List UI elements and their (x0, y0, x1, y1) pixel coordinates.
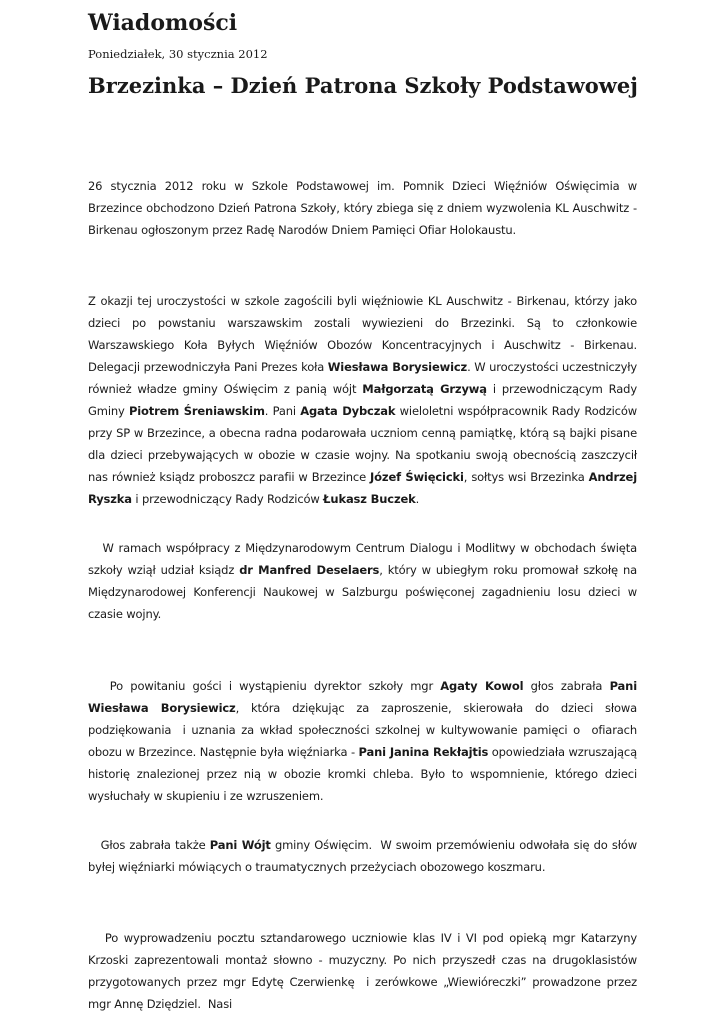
paragraph-text: , która dziękując za zaproszenie, skierowała do dzieci słowa podziękowania i uznania za wkład społeczności szkolnej w kultywowanie pamięci o ofiarach obozu w Brzezince. Następnie była więźniarka - (88, 701, 641, 759)
paragraph-text: 26 stycznia 2012 roku w Szkole Podstawowej im. Pomnik Dzieci Więźniów Oświęcimia w Brzezince obchodzono Dzień Patrona Szkoły, który zbiega się z dniem wyzwolenia KL Auschwitz - Birkenau ogłoszonym przez Radę Narodów Dniem Pamięci Ofiar Holokaustu. (88, 179, 637, 237)
paragraph-text: głos zabrała (523, 679, 610, 693)
article-date: Poniedziałek, 30 stycznia 2012 (88, 47, 268, 61)
paragraph-3 (88, 537, 641, 625)
person-name: Agata Dybczak (300, 404, 396, 418)
paragraph-text: W ramach współpracy z Międzynarodowym Centrum Dialogu i Modlitwy w obchodach święta szkoły wziął udział ksiądz (88, 541, 641, 577)
person-name: Pani Janina Rekłajtis (358, 745, 489, 759)
paragraph-5 (88, 834, 641, 878)
paragraph-text: Z okazji tej uroczystości w szkole zagościli byli więźniowie KL Auschwitz - Birkenau, którzy jako dzieci po powstaniu warszawskim zostali wywiezieni do Brzezinki. Są to członkowie Warszawskiego Koła Byłych Więźniów Obozów Koncentracyjnych i Auschwitz - Birkenau. Delegacji przewodniczyła Pani Prezes koła (88, 294, 637, 374)
person-name: Józef Święcicki (370, 470, 464, 484)
person-name: Małgorzatą Grzywą (362, 382, 487, 396)
paragraph-text: Po wyprowadzeniu pocztu sztandarowego uczniowie klas IV i VI pod opieką mgr Katarzyny Krzoski zaprezentowali montaż słowno - muzyczny. Po nich przyszedł czas na drugoklasistów przygotowanych przez mgr Edytę Czerwienkę i zerówkowe „Wiewióreczki” prowadzone przez mgr Annę Dziędziel. Nasi (88, 931, 641, 1011)
paragraph-1 (88, 175, 637, 241)
paragraph-text: Głos zabrała także (88, 838, 210, 852)
paragraph-4 (88, 675, 641, 807)
person-name: Andrzej Ryszka (88, 470, 637, 506)
paragraph-text: gminy Oświęcim. W swoim przemówieniu odwołała się do słów byłej więźniarki mówiących o traumatycznych przeżyciach obozowego koszmaru. (88, 838, 641, 874)
paragraph-text: opowiedziała wzruszającą historię znalezionej przez nią w obozie kromki chleba. Było to wspomnienie, którego dzieci wysłuchały w skupieniu i ze wzruszeniem. (88, 745, 641, 803)
person-name: Agaty Kowol (440, 679, 524, 693)
paragraph-2 (88, 290, 637, 510)
paragraph-text: i przewodniczący Rady Rodziców (131, 492, 324, 506)
person-name: Pani Wiesława Borysiewicz (88, 679, 641, 715)
article-title: Brzezinka – Dzień Patrona Szkoły Podstawowej (88, 73, 638, 98)
paragraph-text: Po powitaniu gości i wystąpieniu dyrektor szkoły mgr (88, 679, 441, 693)
paragraph-6 (88, 927, 641, 1015)
section-title: Wiadomości (88, 10, 238, 36)
paragraph-text: , sołtys wsi Brzezinka (463, 470, 589, 484)
person-name: Pani Wójt (209, 838, 271, 852)
paragraph-text: . W uroczystości uczestniczyły również władze gminy Oświęcim z panią wójt (88, 360, 638, 396)
person-name: Piotrem Śreniawskim (128, 404, 265, 418)
person-name: dr Manfred Deselaers (239, 563, 380, 577)
paragraph-text: . Pani (264, 404, 301, 418)
paragraph-text: wieloletni współpracownik Rady Rodziców przy SP w Brzezince, a obecna radna podarowała uczniom cenną pamiątkę, którą są bajki pisane dla dzieci przebywających w obozie w czasie wojny. Na spotkaniu swoją obecnością zaszczycił nas również ksiądz proboszcz parafii w Brzezince (88, 404, 637, 484)
paragraph-text: i przewodniczącym Rady Gminy (88, 382, 637, 418)
paragraph-text: , który w ubiegłym roku promował szkołę na Międzynarodowej Konferencji Naukowej w Salzburgu poświęconej zagadnieniu losu dzieci w czasie wojny. (88, 563, 641, 621)
person-name: Łukasz Buczek (323, 492, 416, 506)
paragraph-text: . (415, 492, 420, 506)
person-name: Wiesława Borysiewicz (327, 360, 468, 374)
